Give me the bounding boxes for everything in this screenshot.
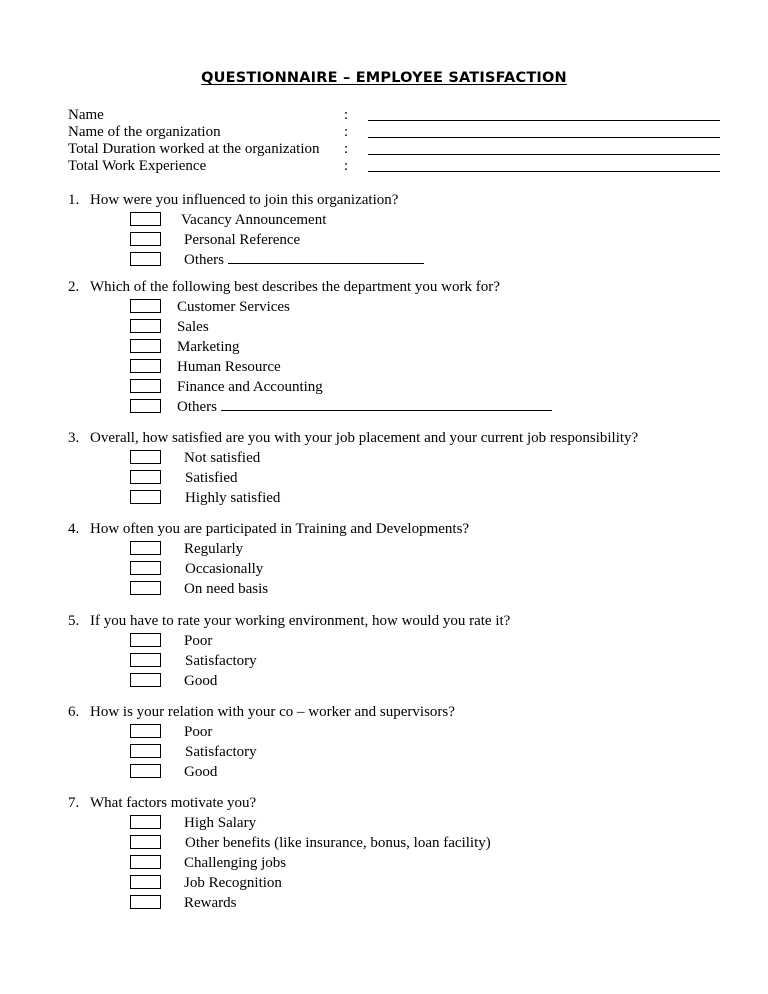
option-label: Finance and Accounting <box>177 379 323 395</box>
checkbox[interactable] <box>130 470 161 484</box>
info-label: Total Work Experience <box>68 158 207 174</box>
info-colon: : <box>344 141 349 157</box>
option-others <box>184 250 424 270</box>
option-row <box>130 539 750 559</box>
option-others <box>177 397 552 417</box>
question-number: 2. <box>68 279 80 295</box>
checkbox[interactable] <box>130 490 161 504</box>
option-label: Highly satisfied <box>185 490 281 506</box>
option-row <box>130 631 750 651</box>
option-label: Poor <box>184 633 213 649</box>
question-number: 4. <box>68 521 80 537</box>
checkbox[interactable] <box>130 399 161 413</box>
question-text: What factors motivate you? <box>90 795 257 811</box>
option-row <box>130 230 750 250</box>
option-row <box>130 210 750 230</box>
option-label: Others <box>177 399 217 415</box>
option-row <box>130 297 750 317</box>
info-label: Total Duration worked at the organization <box>68 141 320 157</box>
checkbox[interactable] <box>130 319 161 333</box>
question-text: Which of the following best describes the department you work for? <box>90 279 500 295</box>
question-text: Overall, how satisfied are you with your job placement and your current job responsibility? <box>90 430 639 446</box>
option-label: Satisfactory <box>185 744 257 760</box>
option-row <box>130 317 750 337</box>
option-label: Vacancy Announcement <box>181 212 327 228</box>
checkbox[interactable] <box>130 561 161 575</box>
option-row <box>130 579 750 599</box>
option-row <box>130 559 750 579</box>
info-row-duration <box>68 141 728 158</box>
option-label: Not satisfied <box>184 450 261 466</box>
option-row <box>130 448 750 468</box>
option-label: Rewards <box>184 895 237 911</box>
info-label: Name of the organization <box>68 124 221 140</box>
checkbox[interactable] <box>130 359 161 373</box>
option-label: Poor <box>184 724 213 740</box>
checkbox[interactable] <box>130 379 161 393</box>
option-label: Satisfied <box>185 470 238 486</box>
checkbox[interactable] <box>130 764 161 778</box>
checkbox[interactable] <box>130 835 161 849</box>
option-label: Satisfactory <box>185 653 257 669</box>
option-label: High Salary <box>184 815 257 831</box>
info-row-experience <box>68 158 728 175</box>
info-row-name <box>68 107 728 124</box>
question-number: 5. <box>68 613 80 629</box>
checkbox[interactable] <box>130 744 161 758</box>
info-label: Name <box>68 107 104 123</box>
info-colon: : <box>344 107 349 123</box>
option-row <box>130 722 750 742</box>
question-number: 1. <box>68 192 80 208</box>
option-row <box>130 671 750 691</box>
option-label: Good <box>184 764 218 780</box>
option-label: Personal Reference <box>184 232 301 248</box>
checkbox[interactable] <box>130 633 161 647</box>
experience-fill-line[interactable] <box>368 171 720 172</box>
option-row <box>130 337 750 357</box>
option-row <box>130 742 750 762</box>
option-row <box>130 853 750 873</box>
option-label: Good <box>184 673 218 689</box>
question-number: 3. <box>68 430 80 446</box>
checkbox[interactable] <box>130 541 161 555</box>
checkbox[interactable] <box>130 875 161 889</box>
option-row <box>130 250 750 270</box>
option-row <box>130 488 750 508</box>
option-row <box>130 833 750 853</box>
checkbox[interactable] <box>130 299 161 313</box>
option-row <box>130 377 750 397</box>
option-row <box>130 468 750 488</box>
question-text: If you have to rate your working environment, how would you rate it? <box>90 613 511 629</box>
info-row-organization <box>68 124 728 141</box>
page-title: QUESTIONNAIRE – EMPLOYEE SATISFACTION <box>201 70 567 86</box>
others-fill-line[interactable] <box>228 263 424 264</box>
duration-fill-line[interactable] <box>368 154 720 155</box>
option-label: Human Resource <box>177 359 281 375</box>
checkbox[interactable] <box>130 724 161 738</box>
name-fill-line[interactable] <box>368 120 720 121</box>
option-row <box>130 357 750 377</box>
question-text: How were you influenced to join this organization? <box>90 192 399 208</box>
others-fill-line[interactable] <box>221 410 552 411</box>
checkbox[interactable] <box>130 895 161 909</box>
organization-fill-line[interactable] <box>368 137 720 138</box>
checkbox[interactable] <box>130 232 161 246</box>
option-label: Challenging jobs <box>184 855 287 871</box>
info-colon: : <box>344 158 349 174</box>
option-row <box>130 893 750 913</box>
checkbox[interactable] <box>130 673 161 687</box>
checkbox[interactable] <box>130 815 161 829</box>
checkbox[interactable] <box>130 653 161 667</box>
checkbox[interactable] <box>130 855 161 869</box>
option-label: Marketing <box>177 339 240 355</box>
checkbox[interactable] <box>130 252 161 266</box>
option-label: Others <box>184 252 224 268</box>
respondent-info <box>68 107 728 175</box>
option-row <box>130 873 750 893</box>
option-label: Other benefits (like insurance, bonus, loan facility) <box>185 835 491 851</box>
option-row <box>130 651 750 671</box>
option-row <box>130 397 750 417</box>
checkbox[interactable] <box>130 581 161 595</box>
option-label: On need basis <box>184 581 269 597</box>
question-text: How is your relation with your co – worker and supervisors? <box>90 704 455 720</box>
checkbox[interactable] <box>130 212 161 226</box>
question-text: How often you are participated in Training and Developments? <box>90 521 470 537</box>
option-row <box>130 762 750 782</box>
option-row <box>130 813 750 833</box>
question-number: 6. <box>68 704 80 720</box>
option-label: Job Recognition <box>184 875 282 891</box>
option-label: Occasionally <box>185 561 264 577</box>
option-label: Sales <box>177 319 209 335</box>
question-number: 7. <box>68 795 80 811</box>
option-label: Customer Services <box>177 299 290 315</box>
checkbox[interactable] <box>130 339 161 353</box>
option-label: Regularly <box>184 541 244 557</box>
info-colon: : <box>344 124 349 140</box>
checkbox[interactable] <box>130 450 161 464</box>
